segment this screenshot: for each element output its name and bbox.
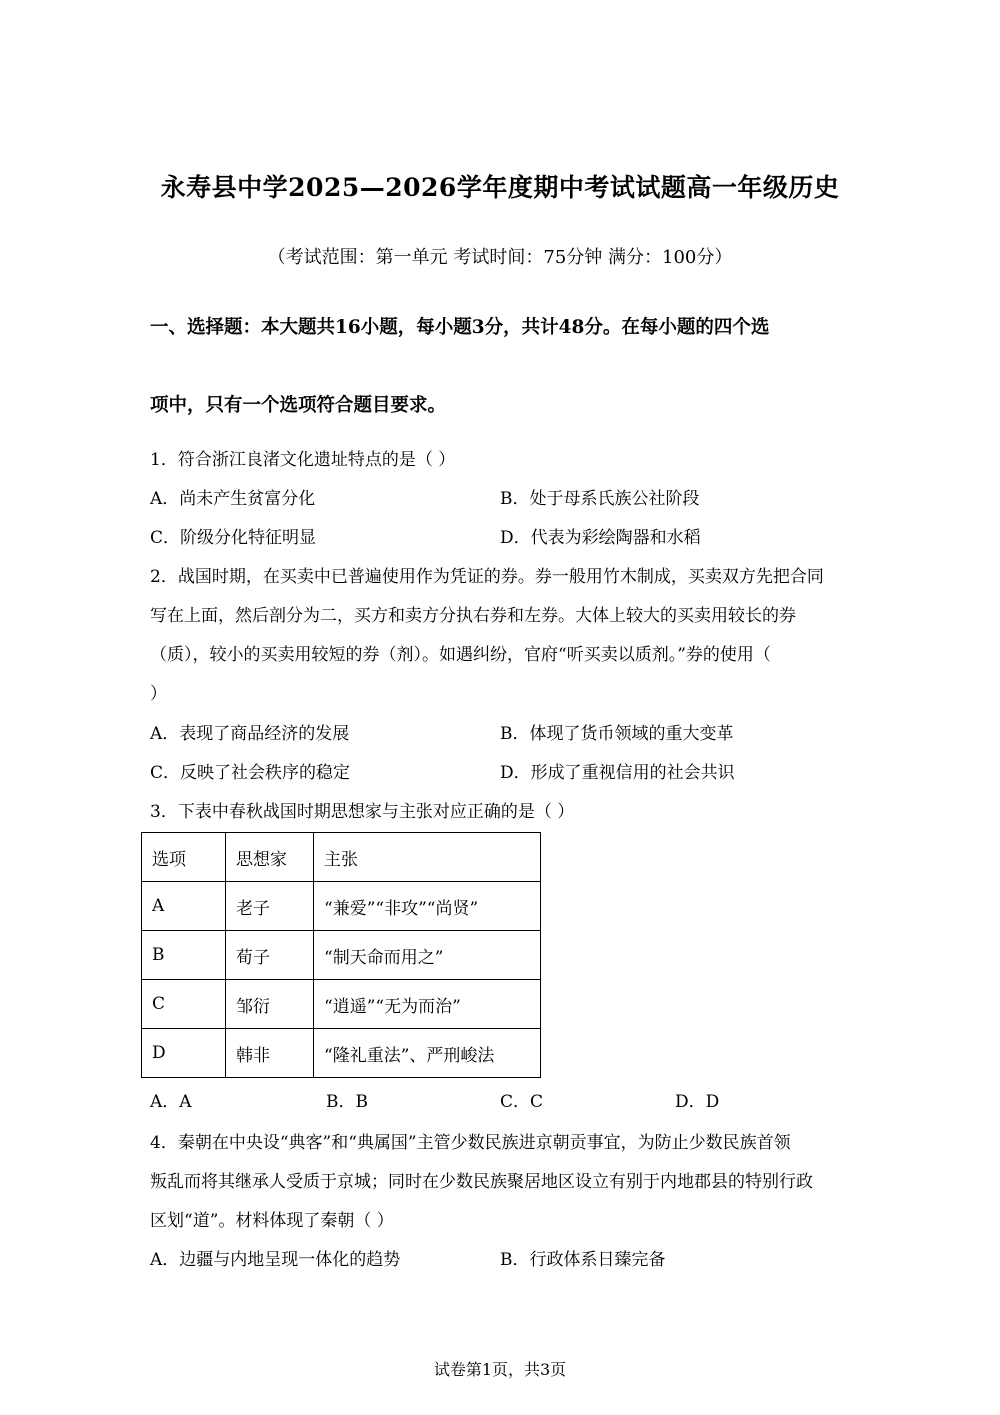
q1-option-b: B．处于母系氏族公社阶段 xyxy=(500,489,700,509)
section-heading-line1: 一、选择题：本大题共16小题，每小题3分，共计48分。在每小题的四个选 xyxy=(150,317,770,338)
q2-option-a: A．表现了商品经济的发展 xyxy=(150,724,350,744)
table-header-cell: 主张 xyxy=(314,833,541,882)
table-row xyxy=(142,1029,541,1078)
table-cell: “隆礼重法”、严刑峻法 xyxy=(314,1029,541,1078)
table-cell: “逍遥”“无为而治” xyxy=(314,980,541,1029)
table-cell: 邹衍 xyxy=(226,980,314,1029)
q2-stem-line4: ） xyxy=(150,684,167,704)
q1-option-a: A．尚未产生贫富分化 xyxy=(150,489,316,509)
table-cell: “制天命而用之” xyxy=(314,931,541,980)
q2-stem-line2: 写在上面，然后剖分为二，买方和卖方分执右券和左券。大体上较大的买卖用较长的券 xyxy=(150,606,796,626)
table-header-cell: 选项 xyxy=(142,833,226,882)
q2-option-d: D．形成了重视信用的社会共识 xyxy=(500,763,735,783)
table-cell: 韩非 xyxy=(226,1029,314,1078)
q4-stem-line2: 叛乱而将其继承人受质于京城；同时在少数民族聚居地区设立有别于内地郡县的特别行政 xyxy=(150,1172,813,1192)
table-header-cell: 思想家 xyxy=(226,833,314,882)
q4-option-a: A．边疆与内地呈现一体化的趋势 xyxy=(150,1250,401,1270)
table-cell: D xyxy=(142,1029,226,1078)
table-row xyxy=(142,931,541,980)
q3-option-a: A．A xyxy=(150,1092,192,1112)
q4-option-b: B．行政体系日臻完备 xyxy=(500,1250,666,1270)
q3-stem: 3．下表中春秋战国时期思想家与主张对应正确的是（ ） xyxy=(150,802,575,822)
table-header-row xyxy=(142,833,541,882)
q3-option-c: C．C xyxy=(500,1092,544,1112)
q3-option-b: B．B xyxy=(326,1092,368,1112)
q2-stem-line1: 2．战国时期，在买卖中已普遍使用作为凭证的券。券一般用竹木制成，买卖双方先把合同 xyxy=(150,567,824,587)
table-row xyxy=(142,980,541,1029)
q4-stem-line3: 区划“道”。材料体现了秦朝（ ） xyxy=(150,1211,394,1231)
q3-option-d: D．D xyxy=(675,1092,720,1112)
table-cell: C xyxy=(142,980,226,1029)
q2-stem-line3: （质），较小的买卖用较短的券（剂）。如遇纠纷，官府“听买卖以质剂。”券的使用（ xyxy=(150,645,771,665)
q1-option-d: D．代表为彩绘陶器和水稻 xyxy=(500,528,701,548)
q1-stem: 1．符合浙江良渚文化遗址特点的是（ ） xyxy=(150,450,456,470)
q3-table xyxy=(141,832,541,1078)
q2-option-c: C．反映了社会秩序的稳定 xyxy=(150,763,351,783)
exam-subtitle: （考试范围：第一单元 考试时间：75分钟 满分：100分） xyxy=(267,247,733,268)
table-cell: 老子 xyxy=(226,882,314,931)
table-row xyxy=(142,882,541,931)
table-cell: A xyxy=(142,882,226,931)
table-cell: 荀子 xyxy=(226,931,314,980)
table-cell: “兼爱”“非攻”“尚贤” xyxy=(314,882,541,931)
section-heading-line2: 项中，只有一个选项符合题目要求。 xyxy=(150,395,447,416)
page-footer: 试卷第1页，共3页 xyxy=(433,1360,567,1379)
q2-option-b: B．体现了货币领域的重大变革 xyxy=(500,724,734,744)
table-cell: B xyxy=(142,931,226,980)
exam-title: 永寿县中学2025—2026学年度期中考试试题高一年级历史 xyxy=(160,173,840,202)
q4-stem-line1: 4．秦朝在中央设“典客”和“典属国”主管少数民族进京朝贡事宜，为防止少数民族首领 xyxy=(150,1133,791,1153)
q1-option-c: C．阶级分化特征明显 xyxy=(150,528,317,548)
